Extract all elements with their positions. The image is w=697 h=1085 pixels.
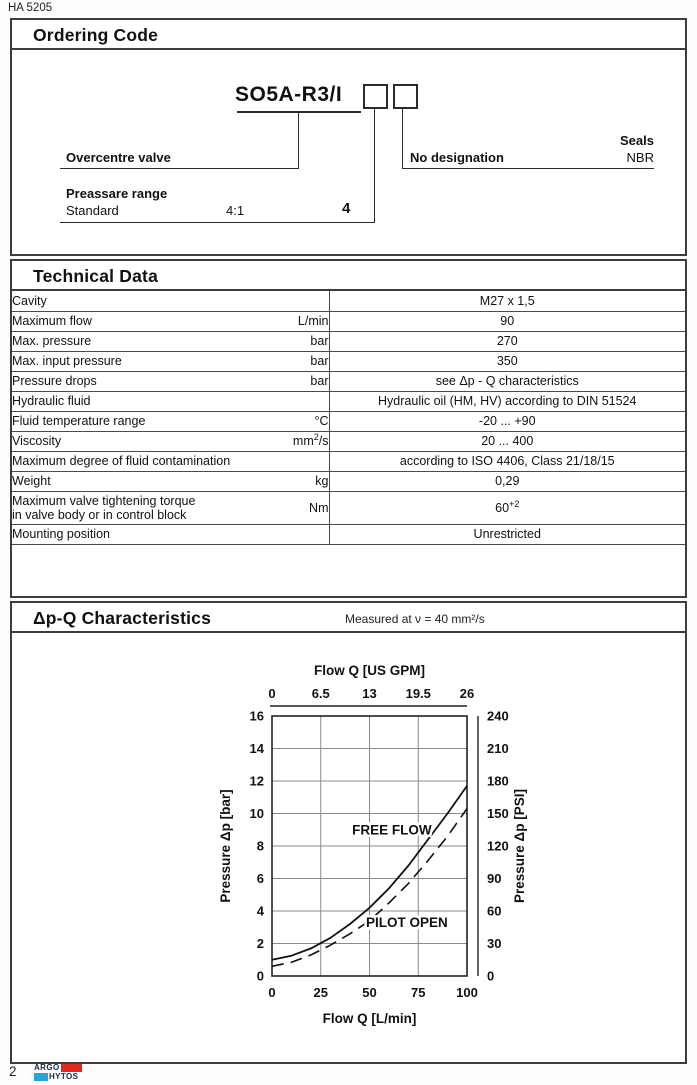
section-dpq-characteristics <box>10 601 687 1064</box>
x-top-tick-label: 6.5 <box>311 686 330 701</box>
y-right-tick-label: 120 <box>487 838 509 854</box>
dpq-chart-area <box>12 633 685 1062</box>
y-right-axis-title: Pressure Δp [PSI] <box>512 789 527 903</box>
parameter-unit: kg <box>271 471 329 491</box>
x-tick-label: 0 <box>268 985 276 1000</box>
y-left-tick-label: 4 <box>256 903 264 919</box>
parameter-unit: bar <box>271 331 329 351</box>
parameter-name: Weight <box>12 471 271 491</box>
x-tick-label: 75 <box>411 985 426 1000</box>
parameter-name: Fluid temperature range <box>12 411 271 431</box>
parameter-value: according to ISO 4406, Class 21/18/15 <box>329 451 685 471</box>
parameter-name: Mounting position <box>12 524 271 544</box>
section-technical-data <box>10 259 687 598</box>
y-right-tick-label: 30 <box>487 936 502 951</box>
parameter-unit: bar <box>271 351 329 371</box>
x-top-tick-label: 19.5 <box>405 686 431 701</box>
technical-section-spacer <box>12 545 685 595</box>
parameter-value: 270 <box>329 331 685 351</box>
table-row <box>12 371 685 391</box>
parameter-value: 350 <box>329 351 685 371</box>
parameter-name: Maximum flow <box>12 311 271 331</box>
x-top-axis-title: Flow Q [US GPM] <box>314 663 425 678</box>
ordering-code-string: SO5A-R3/I <box>235 83 343 106</box>
table-row <box>12 491 685 524</box>
y-left-tick-label: 2 <box>256 936 264 951</box>
seals-value: NBR <box>626 150 654 165</box>
parameter-name: Cavity <box>12 291 271 311</box>
table-row <box>12 351 685 371</box>
dpq-subtitle: Measured at ν = 40 mm²/s <box>345 612 485 626</box>
parameter-name: Hydraulic fluid <box>12 391 271 411</box>
parameter-value: 0,29 <box>329 471 685 491</box>
y-left-tick-label: 0 <box>256 968 264 984</box>
page-number: 2 <box>9 1064 17 1079</box>
pressure-range-heading: Preassare range <box>66 186 168 201</box>
y-left-tick-label: 10 <box>249 806 264 821</box>
parameter-unit <box>271 524 329 544</box>
parameter-name: Pressure drops <box>12 371 271 391</box>
pressure-range-ratio: 4:1 <box>226 203 245 218</box>
x-top-tick-label: 13 <box>362 686 377 701</box>
parameter-unit: bar <box>271 371 329 391</box>
x-top-tick-label: 0 <box>268 686 276 701</box>
curve-label: PILOT OPEN <box>366 914 448 930</box>
curve-label: FREE FLOW <box>352 822 432 838</box>
connector-overcentre-hline <box>60 168 299 169</box>
parameter-name: Max. input pressure <box>12 351 271 371</box>
parameter-name: Max. pressure <box>12 331 271 351</box>
table-row <box>12 524 685 544</box>
table-row <box>12 411 685 431</box>
logo-word-argo: ARGO <box>34 1063 60 1072</box>
y-right-tick-label: 150 <box>487 806 509 821</box>
table-row <box>12 291 685 311</box>
x-top-tick-label: 26 <box>459 686 475 701</box>
x-tick-label: 100 <box>456 985 478 1000</box>
table-row <box>12 391 685 411</box>
parameter-value: -20 ... +90 <box>329 411 685 431</box>
table-row <box>12 431 685 451</box>
y-left-tick-label: 16 <box>249 708 264 724</box>
ordering-code-title: Ordering Code <box>33 25 159 45</box>
connector-overcentre-vline <box>298 111 299 168</box>
dpq-title: Δp-Q Characteristics <box>33 608 212 628</box>
code-box-2 <box>393 84 418 109</box>
parameter-unit <box>271 291 329 311</box>
code-underline <box>237 111 361 113</box>
argo-hytos-logo <box>34 1063 86 1081</box>
parameter-value: M27 x 1,5 <box>329 291 685 311</box>
parameter-value: 20 ... 400 <box>329 431 685 451</box>
y-right-tick-label: 90 <box>487 871 502 886</box>
section-ordering-code <box>10 18 687 256</box>
y-left-axis-title: Pressure Δp [bar] <box>218 789 233 903</box>
y-left-tick-label: 14 <box>249 741 264 756</box>
parameter-value: see Δp - Q characteristics <box>329 371 685 391</box>
code-box-1 <box>363 84 388 109</box>
dpq-chart-svg <box>200 643 560 1035</box>
logo-blue-block <box>34 1073 48 1081</box>
parameter-value: $60^{+2}$ <box>329 491 685 524</box>
table-row <box>12 451 685 471</box>
parameter-unit <box>271 391 329 411</box>
pressure-range-code: 4 <box>342 200 351 217</box>
parameter-value: Unrestricted <box>329 524 685 544</box>
y-right-tick-label: 0 <box>487 968 495 984</box>
page-footer <box>0 1060 697 1085</box>
parameter-name: Maximum valve tightening torque in valve body or in control block <box>12 491 271 524</box>
parameter-value: 90 <box>329 311 685 331</box>
x-tick-label: 25 <box>313 985 328 1000</box>
table-row <box>12 471 685 491</box>
parameter-unit <box>271 451 329 471</box>
connector-seals-hline <box>402 168 654 169</box>
table-row <box>12 331 685 351</box>
dpq-header <box>12 603 685 633</box>
page-frame <box>10 18 687 1064</box>
seals-heading: Seals <box>620 133 654 148</box>
y-right-tick-label: 210 <box>487 741 509 756</box>
connector-pressure-hline <box>60 222 375 223</box>
parameter-unit: L/min <box>271 311 329 331</box>
parameter-name: Viscosity <box>12 431 271 451</box>
y-right-tick-label: 180 <box>487 773 509 789</box>
parameter-value: Hydraulic oil (HM, HV) according to DIN 51524 <box>329 391 685 411</box>
overcentre-valve-label: Overcentre valve <box>66 150 171 165</box>
y-left-tick-label: 12 <box>249 773 264 789</box>
y-right-tick-label: 240 <box>487 708 509 724</box>
logo-word-hytos: HYTOS <box>49 1072 79 1081</box>
table-row <box>12 311 685 331</box>
technical-data-title: Technical Data <box>33 266 159 286</box>
connector-pressure-vline <box>374 109 375 222</box>
parameter-unit: $mm^2/s$ <box>271 431 329 451</box>
technical-data-table <box>12 291 685 545</box>
no-designation-label: No designation <box>410 150 504 165</box>
x-bottom-axis-title: Flow Q [L/min] <box>322 1011 417 1026</box>
pressure-range-name: Standard <box>66 203 119 218</box>
ordering-code-header <box>12 20 685 50</box>
parameter-unit: °C <box>271 411 329 431</box>
parameter-name: Maximum degree of fluid contamination <box>12 451 271 471</box>
ordering-diagram <box>12 50 685 254</box>
logo-red-block <box>61 1064 82 1072</box>
doc-number: HA 5205 <box>8 2 53 14</box>
parameter-unit: Nm <box>271 491 329 524</box>
y-right-tick-label: 60 <box>487 903 502 919</box>
y-left-tick-label: 8 <box>256 838 264 854</box>
y-left-tick-label: 6 <box>256 871 264 886</box>
technical-data-header <box>12 261 685 291</box>
x-tick-label: 50 <box>362 985 377 1000</box>
connector-seals-vline <box>402 109 403 168</box>
